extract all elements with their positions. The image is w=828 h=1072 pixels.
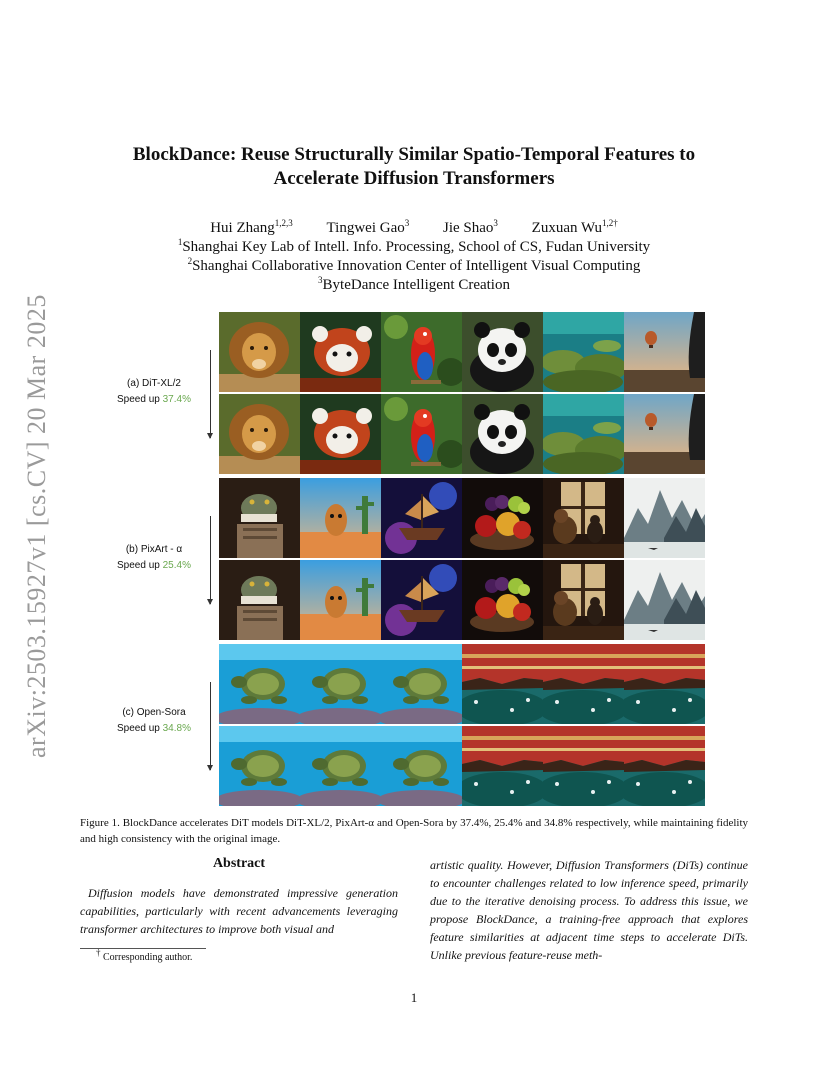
parrot-image xyxy=(381,394,462,474)
desert-cactus-image xyxy=(300,560,381,640)
affiliation-2: $^2$Shanghai Collaborative Innovation Center of Intelligent Visual Computing xyxy=(187,256,641,274)
image-row-accelerated xyxy=(219,560,705,640)
image-row-original xyxy=(219,478,705,558)
author: Tingwei Gao$^3$ xyxy=(326,218,410,236)
red-cliffs-image xyxy=(624,726,705,806)
image-row-original xyxy=(219,644,705,724)
affiliation-3: $^3$ByteDance Intelligent Creation xyxy=(318,275,510,293)
sea-turtle-image xyxy=(300,726,381,806)
red-cliffs-image xyxy=(462,726,543,806)
abstract-right-column: artistic quality. However, Diffusion Transformers (DiTs) continue to encounter challenges related to low inference speed, primarily due to the iterative denoising process. To address this issue, we propose BlockDance, a training-free approach that explores feature similarities at adjacent time steps to accelerate DiTs. Unlike previous feature-reuse meth- xyxy=(430,858,748,962)
hot-air-balloon-image xyxy=(624,394,705,474)
figure-group-dit xyxy=(219,312,705,476)
abstract-heading: Abstract xyxy=(212,856,266,871)
group-label-dit: (a) DiT-XL/2 Speed up 37.4% xyxy=(117,378,191,405)
figure-caption: Figure 1. BlockDance accelerates DiT models DiT-XL/2, PixArt-α and Open-Sora by 37.4%, 25.4% and 34.8% respectively, while maintaining fidelity and high consistency with the original image. xyxy=(80,817,748,845)
lion-image xyxy=(219,312,300,392)
sea-turtle-image xyxy=(300,644,381,724)
coral-reef-image xyxy=(543,312,624,392)
figure-group-opensora xyxy=(219,644,705,808)
fruit-bowl-image xyxy=(462,560,543,640)
galaxy-ship-image xyxy=(381,560,462,640)
crocodile-knight-image xyxy=(219,560,300,640)
paper-title xyxy=(80,143,748,191)
figure-group-pixart xyxy=(219,478,705,642)
ink-landscape-image xyxy=(624,478,705,558)
author: Zuxuan $Wu^{1,2\dagger}$ xyxy=(531,218,618,236)
red-cliffs-image xyxy=(543,726,624,806)
image-row-accelerated xyxy=(219,726,705,806)
footnote: † Corresponding author. xyxy=(96,947,193,963)
image-row-accelerated xyxy=(219,394,705,474)
coral-reef-image xyxy=(543,394,624,474)
panda-image xyxy=(462,394,543,474)
dog-and-cat-window-image xyxy=(543,478,624,558)
abstract-left-column: Diffusion models have demonstrated impressive generation capabilities, particularly with recent advancements leveraging transformer architectures to improve both visual and xyxy=(80,886,398,936)
sea-turtle-image xyxy=(381,726,462,806)
red-cliffs-image xyxy=(543,644,624,724)
panda-image xyxy=(462,312,543,392)
hot-air-balloon-image xyxy=(624,312,705,392)
arrow-opensora xyxy=(210,682,211,770)
arrow-dit xyxy=(210,350,211,438)
desert-cactus-image xyxy=(300,478,381,558)
crocodile-knight-image xyxy=(219,478,300,558)
title-line-2: Accelerate Diffusion Transformers xyxy=(273,168,555,189)
red-panda-image xyxy=(300,394,381,474)
sea-turtle-image xyxy=(219,726,300,806)
arxiv-stamp: arXiv:2503.15927v1 [cs.CV] 20 Mar 2025 xyxy=(22,294,51,758)
page-number: 1 xyxy=(410,990,418,1005)
author: Hui Zhang$^{1,2,3}$ xyxy=(210,218,293,236)
red-panda-image xyxy=(300,312,381,392)
author-list xyxy=(80,218,748,238)
galaxy-ship-image xyxy=(381,478,462,558)
red-cliffs-image xyxy=(624,644,705,724)
ink-landscape-image xyxy=(624,560,705,640)
image-row-original xyxy=(219,312,705,392)
sea-turtle-image xyxy=(381,644,462,724)
affiliation-1: $^1$Shanghai Key Lab of Intell. Info. Processing, School of CS, Fudan University xyxy=(177,237,651,255)
red-cliffs-image xyxy=(462,644,543,724)
arrow-pixart xyxy=(210,516,211,604)
group-label-pixart: (b) PixArt - α Speed up 25.4% xyxy=(117,544,191,571)
lion-image xyxy=(219,394,300,474)
group-label-opensora: (c) Open-Sora Speed up 34.8% xyxy=(117,707,191,734)
fruit-bowl-image xyxy=(462,478,543,558)
title-line-1: BlockDance: Reuse Structurally Similar Spatio-Temporal Features to xyxy=(132,144,696,165)
parrot-image xyxy=(381,312,462,392)
dog-and-cat-window-image xyxy=(543,560,624,640)
sea-turtle-image xyxy=(219,644,300,724)
author: Jie Shao$^3$ xyxy=(443,218,498,236)
